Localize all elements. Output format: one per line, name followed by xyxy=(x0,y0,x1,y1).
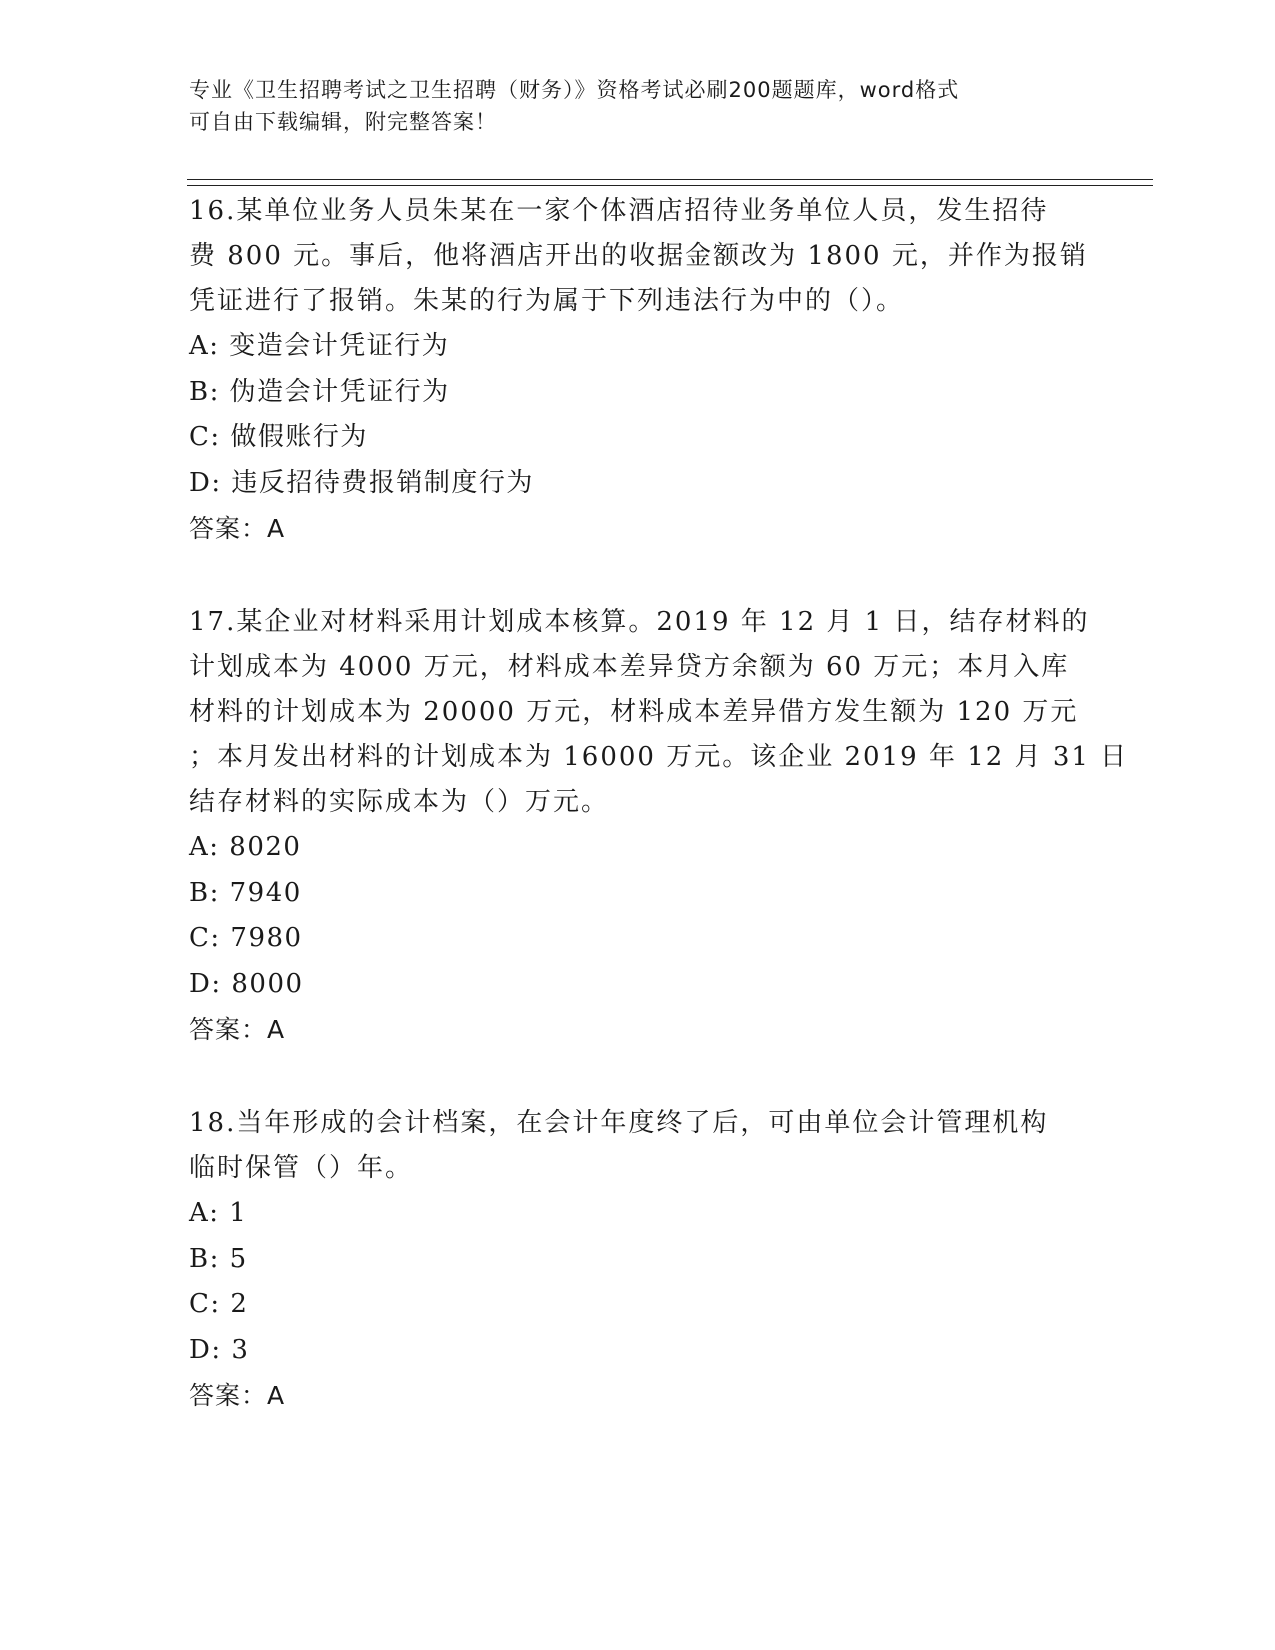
header-divider-bottom xyxy=(187,185,1153,186)
option-b: B: 5 xyxy=(189,1243,248,1274)
question-text-line: ；本月发出材料的计划成本为 16000 万元。该企业 2019 年 12 月 31 日 xyxy=(189,742,1129,772)
question-text-line: 17.某企业对材料采用计划成本核算。2019 年 12 月 1 日，结存材料的 xyxy=(189,607,1090,637)
option-b: B: 伪造会计凭证行为 xyxy=(189,376,450,407)
option-c: C: 做假账行为 xyxy=(189,422,368,452)
answer-label: 答案：A xyxy=(189,1381,286,1410)
option-c: C: 7980 xyxy=(189,923,303,953)
answer-label: 答案：A xyxy=(189,1015,286,1044)
question-text-line: 材料的计划成本为 20000 万元，材料成本差异借方发生额为 120 万元 xyxy=(189,697,1079,727)
answer-label: 答案：A xyxy=(189,514,286,543)
question-text-line: 临时保管（）年。 xyxy=(189,1153,414,1183)
question-17 xyxy=(189,600,1129,1052)
option-d: D: 3 xyxy=(189,1334,250,1365)
option-d: D: 8000 xyxy=(189,968,304,999)
question-text-line: 16.某单位业务人员朱某在一家个体酒店招待业务单位人员，发生招待 xyxy=(189,196,1049,226)
option-b: B: 7940 xyxy=(189,877,302,908)
option-a: A: 变造会计凭证行为 xyxy=(189,331,450,361)
header-line-1: 专业《卫生招聘考试之卫生招聘（财务）》资格考试必刷200题题库，word格式 xyxy=(189,78,960,102)
question-text-line: 费 800 元。事后，他将酒店开出的收据金额改为 1800 元，并作为报销 xyxy=(189,241,1088,271)
question-text-line: 计划成本为 4000 万元，材料成本差异贷方余额为 60 万元；本月入库 xyxy=(189,652,1070,682)
header-divider-top xyxy=(187,179,1153,180)
option-a: A: 1 xyxy=(189,1198,248,1228)
question-16 xyxy=(189,189,1089,551)
document-header xyxy=(189,74,1089,138)
header-line-2: 可自由下载编辑，附完整答案！ xyxy=(189,110,497,134)
option-a: A: 8020 xyxy=(189,832,302,862)
question-text-line: 结存材料的实际成本为（）万元。 xyxy=(189,787,610,817)
question-text-line: 18.当年形成的会计档案，在会计年度终了后，可由单位会计管理机构 xyxy=(189,1108,1049,1138)
question-text-line: 凭证进行了报销。朱某的行为属于下列违法行为中的（）。 xyxy=(189,286,905,316)
option-c: C: 2 xyxy=(189,1289,249,1319)
option-d: D: 违反招待费报销制度行为 xyxy=(189,467,534,498)
question-18 xyxy=(189,1101,1089,1418)
